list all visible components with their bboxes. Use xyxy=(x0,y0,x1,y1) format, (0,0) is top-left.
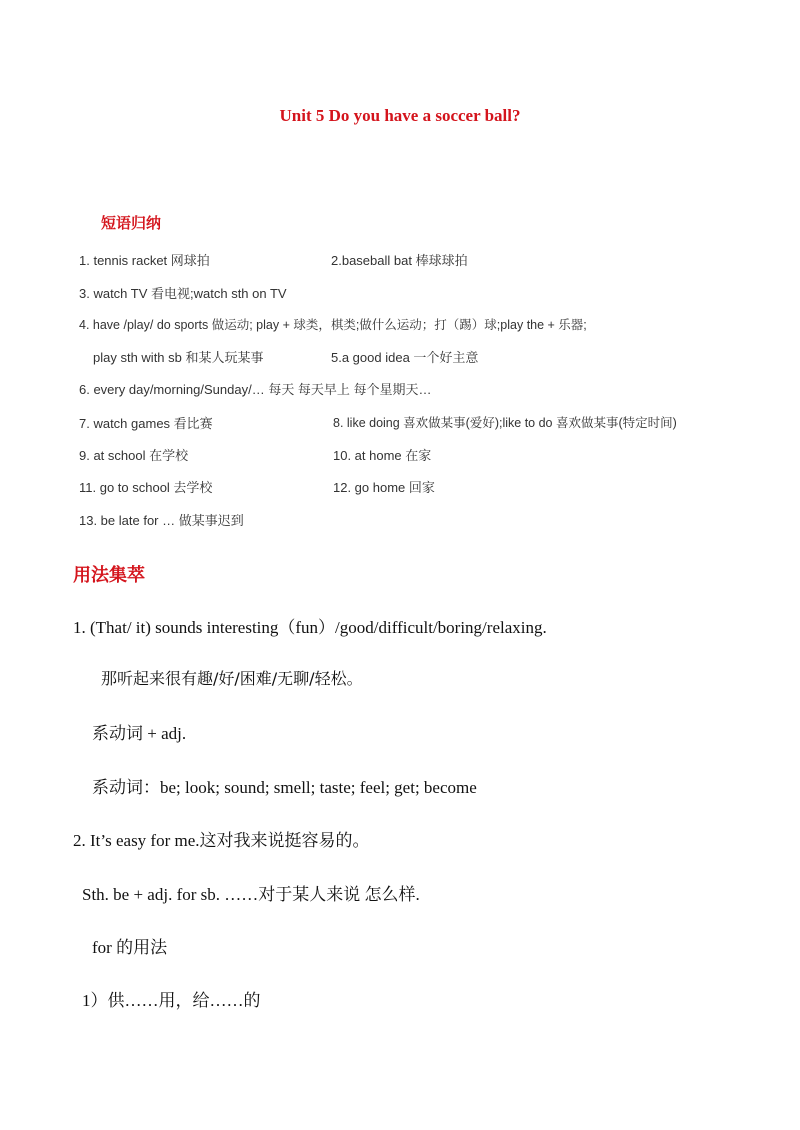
usage-line: 2. It’s easy for me.这对我来说挺容易的。 xyxy=(73,831,370,850)
usage-line: for 的用法 xyxy=(92,938,168,957)
phrase-item: 3. watch TV 看电视;watch sth on TV xyxy=(79,286,287,301)
phrase-item: play sth with sb 和某人玩某事 xyxy=(93,350,264,365)
phrase-item: 7. watch games 看比赛 xyxy=(79,416,213,431)
usage-line: 那听起来很有趣/好/困难/无聊/轻松。 xyxy=(101,669,363,688)
usage-heading: 用法集萃 xyxy=(73,565,145,586)
phrase-item: 9. at school 在学校 xyxy=(79,448,189,463)
phrase-item: 2.baseball bat 棒球球拍 xyxy=(331,253,468,268)
phrase-item: 6. every day/morning/Sunday/… 每天 每天早上 每个星期天… xyxy=(79,382,432,397)
phrase-item: 10. at home 在家 xyxy=(333,448,432,463)
phrase-item: 5.a good idea 一个好主意 xyxy=(331,350,479,365)
usage-line: 系动词：be; look; sound; smell; taste; feel; get; become xyxy=(92,778,477,797)
usage-line: 1. (That/ it) sounds interesting（fun）/good/difficult/boring/relaxing. xyxy=(73,618,547,637)
phrase-item: 11. go to school 去学校 xyxy=(79,480,213,495)
phrase-item: 13. be late for … 做某事迟到 xyxy=(79,513,244,528)
usage-line: 1）供……用，给……的 xyxy=(82,991,261,1010)
phrase-item: 12. go home 回家 xyxy=(333,480,435,495)
phrase-item: 4. have /play/ do sports 做运动; play + 球类，棋类;做什么运动；打（踢）球;play the + 乐器; xyxy=(79,318,587,332)
usage-line: 系动词 + adj. xyxy=(92,724,187,743)
page-title: Unit 5 Do you have a soccer ball? xyxy=(279,106,521,125)
phrase-item: 1. tennis racket 网球拍 xyxy=(79,253,210,268)
usage-line: Sth. be + adj. for sb. ……对于某人来说 怎么样. xyxy=(82,885,420,904)
phrases-heading: 短语归纳 xyxy=(101,214,162,232)
phrase-item: 8. like doing 喜欢做某事(爱好);like to do 喜欢做某事(特定时间) xyxy=(333,416,677,430)
